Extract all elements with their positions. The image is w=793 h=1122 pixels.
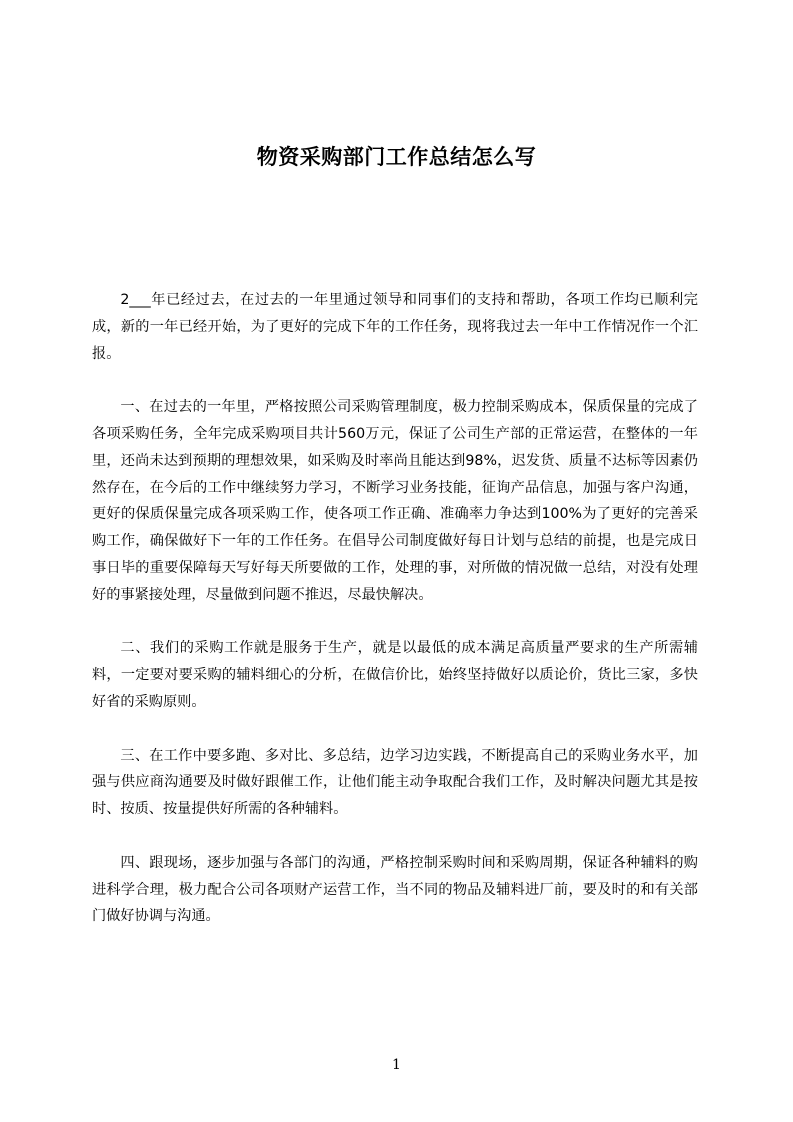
paragraph-section-4: 四、跟现场，逐步加强与各部门的沟通，严格控制采购时间和采购周期，保证各种辅料的购进科学合理，极力配合公司各项财产运营工作，当不同的物品及辅料进厂前，要及时的和有关部门做好协调与沟通。 — [92, 854, 698, 925]
paragraph-section-2: 二、我们的采购工作就是服务于生产，就是以最低的成本满足高质量严要求的生产所需辅料，一定要对要采购的辅料细心的分析，在做信价比，始终坚持做好以质论价，货比三家，多快好省的采购原则。 — [92, 640, 698, 710]
page-number: 1 — [392, 1057, 401, 1073]
paragraph-intro: 2___年已经过去，在过去的一年里通过领导和同事们的支持和帮助，各项工作均已顺利完成，新的一年已经开始，为了更好的完成下年的工作任务，现将我过去一年中工作情况作一个汇报。 — [92, 292, 698, 362]
paragraph-section-1: 一、在过去的一年里，严格按照公司采购管理制度，极力控制采购成本，保质保量的完成了各项采购任务，全年完成采购项目共计560万元，保证了公司生产部的正常运营，在整体的一年里，还尚未达到预期的理想效果，如采购及时率尚且能达到98%，迟发货、质量不达标等因素仍然存在，在今后的工作中继续努力学习，不断学习业务技能，征询产品信息，加强与客户沟通，更好的保质保量完成各项采购工作，使各项工作正确、准确率力争达到100%为了更好的完善采购工作，确保做好下一年的工作任务。在倡导公司制度做好每日计划与总结的前提，也是完成日事日毕的重要保障每天写好每天所要做的工作，处理的事，对所做的情况做一总结，对没有处理好的事紧接处理，尽量做到问题不推迟，尽最快解决。 — [92, 399, 698, 603]
paragraph-section-3: 三、在工作中要多跑、多对比、多总结，边学习边实践，不断提高自己的采购业务水平，加强与供应商沟通要及时做好跟催工作，让他们能主动争取配合我们工作，及时解决问题尤其是按时、按质、按量提供好所需的各种辅料。 — [92, 747, 698, 818]
document-title: 物资采购部门工作总结怎么写 — [256, 145, 537, 169]
document-body — [92, 287, 698, 957]
